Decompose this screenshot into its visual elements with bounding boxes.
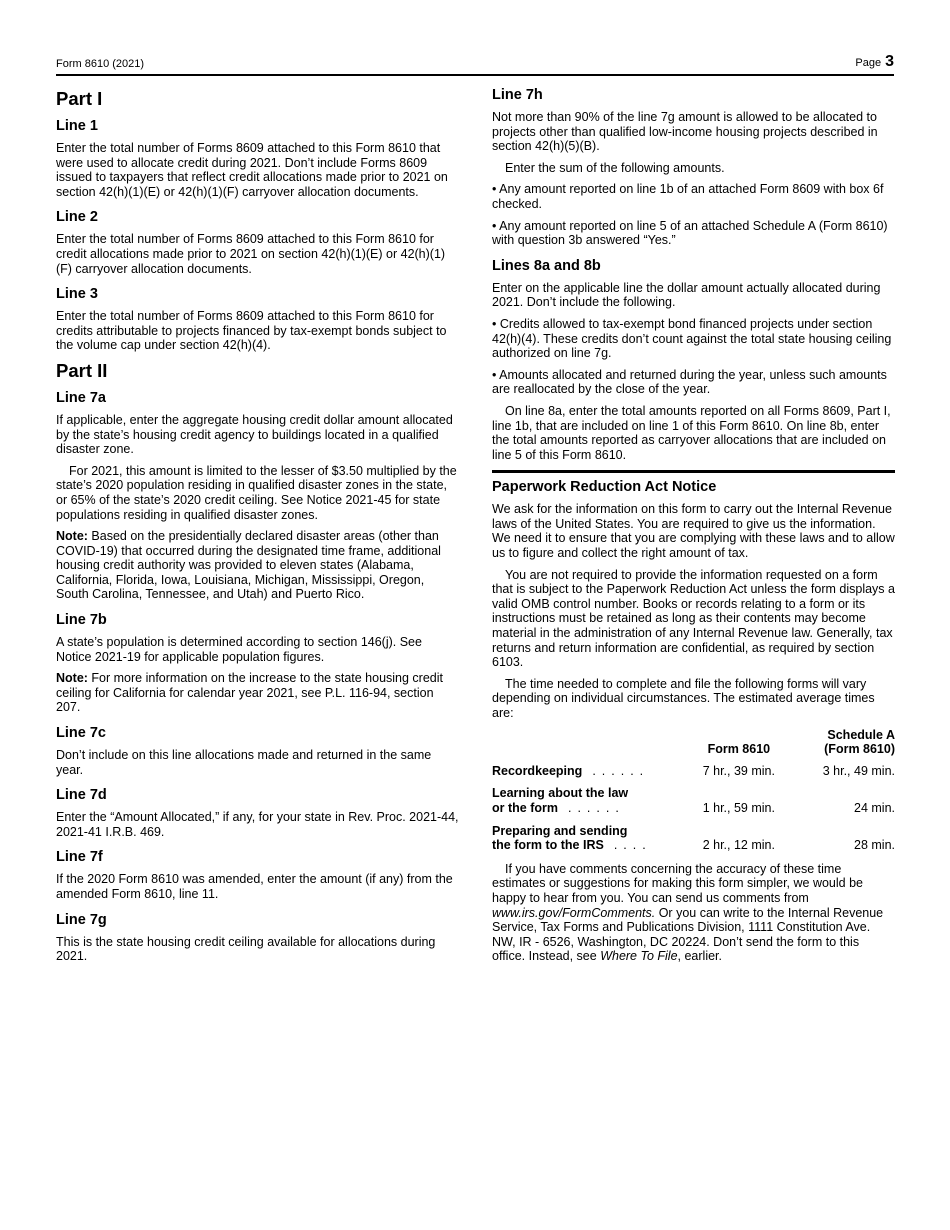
line7h-bullet-2: • Any amount reported on line 5 of an attached Schedule A (Form 8610) with question 3b answered “Yes.”: [492, 218, 888, 248]
line7b-paragraph-1: A state’s population is determined according to section 146(j). See Notice 2021-19 for applicable population figures.: [56, 635, 422, 664]
schedule-a-line1: Schedule A: [827, 727, 895, 742]
line2-heading: Line 2: [56, 209, 98, 226]
row-label: [492, 821, 683, 858]
line7a-paragraph-2: For 2021, this amount is limited to the lesser of $3.50 multiplied by the state’s 2020 population residing in qualified disaster zones in the state, or 65% of the state’s 2020 credit ceiling. See Notice 2021-45 for state populations residing in qualified disaster zones.: [56, 463, 457, 522]
comments-text-c: , earlier.: [677, 949, 722, 964]
leader-dots: ......: [592, 763, 650, 778]
row-form8610-time: 2 hr., 12 min.: [702, 838, 775, 853]
line7d-heading: Line 7d: [56, 787, 107, 804]
page-number: 3: [885, 53, 894, 70]
row-label-text-2: the form to the IRS: [492, 838, 604, 853]
table-row: [492, 783, 895, 820]
line7b-note-text: For more information on the increase to the state housing credit ceiling for California for calendar year 2021, see P.L. 116-94, section 207.: [56, 671, 444, 715]
line7c-heading: Line 7c: [56, 725, 106, 742]
part2-heading: Part II: [56, 359, 108, 381]
irs-comments-link[interactable]: www.irs.gov/FormComments.: [492, 905, 656, 920]
line3-text: Enter the total number of Forms 8609 attached to this Form 8610 for credits attributable to projects financed by tax-exempt bonds subject to the volume cap under section 42(h)(4).: [56, 309, 447, 353]
line7f-text: If the 2020 Form 8610 was amended, enter the amount (if any) from the amended Form 8610, line 11.: [56, 872, 453, 901]
row-label: [492, 761, 683, 784]
line7a-note-text: Based on the presidentially declared disaster areas (other than COVID-19) that occurred during the designated time frame, additional housing credit authority was provided to eleven states (Alabama, California, Florida, Iowa, Louisiana, Michigan, Mississippi, Oregon, South Carolina, Tennessee, and Utah) and Puerto Rico.: [56, 529, 441, 602]
line7h-heading: Line 7h: [492, 87, 543, 103]
line8-paragraph-1: Enter on the applicable line the dollar amount actually allocated during 2021. Don’t include the following.: [492, 280, 881, 310]
line7h-bullet-1: • Any amount reported on line 1b of an attached Form 8609 with box 6f checked.: [492, 182, 884, 211]
part1-heading: Part I: [56, 88, 103, 109]
row-form8610-time: 1 hr., 59 min.: [702, 800, 775, 815]
row-label-text-2: or the form: [492, 800, 558, 815]
page-label-text: Page: [855, 57, 882, 69]
leader-dots: ....: [613, 838, 652, 853]
right-column: [492, 84, 895, 971]
row-label-text: Learning about the law: [492, 786, 629, 801]
leader-dots: ......: [567, 800, 625, 815]
page-label: [855, 53, 894, 71]
line7a-heading: Line 7a: [56, 389, 106, 406]
line8-paragraph-2: On line 8a, enter the total amounts reported on all Forms 8609, Part I, line 1b, that are included on line 1 of this Form 8610. On line 8b, enter the total amounts reported as carryover allocations that are included on line 5 of this Form 8610.: [492, 403, 891, 462]
table-header-schedule-a: [794, 728, 895, 761]
row-label: [492, 783, 683, 820]
table-header-row: [492, 728, 895, 761]
comments-text-a: If you have comments concerning the accuracy of these time estimates or suggestions for making this form simpler, we would be happy to hear from you. You can send us comments from: [492, 861, 863, 905]
comments-text-b: Or you can write to the Internal Revenue Service, Tax Forms and Publications Division, 1111 Constitution Ave. NW, IR - 6526, Washington, DC 20224. Don’t send the form to this office. Instead, see: [492, 905, 884, 964]
line8-heading: Lines 8a and 8b: [492, 257, 601, 274]
row-form8610-time: 7 hr., 39 min.: [702, 763, 775, 778]
line1-text: Enter the total number of Forms 8609 attached to this Form 8610 that were used to allocate credit during 2021. Don’t include Forms 8609 issued to taxpayers that reflect credit allocations made prior to 2021 on section 42(h)(1)(E) or 42(h)(1)(F) carryover allocation documents.: [56, 141, 448, 199]
note-label: Note:: [56, 529, 88, 544]
line7g-text: This is the state housing credit ceiling available for allocations during 2021.: [56, 934, 436, 964]
paperwork-heading: Paperwork Reduction Act Notice: [492, 479, 717, 496]
line7h-paragraph-1: Not more than 90% of the line 7g amount is allowed to be allocated to projects other than qualified low-income housing projects described in section 42(h)(5)(B).: [492, 110, 878, 154]
schedule-a-line2: (Form 8610): [824, 742, 895, 757]
line7b-note: [56, 671, 460, 715]
line3-heading: Line 3: [56, 286, 98, 303]
row-label-text: Recordkeeping: [492, 763, 583, 778]
table-row: [492, 821, 895, 858]
line7h-paragraph-2: Enter the sum of the following amounts.: [505, 160, 725, 175]
page-header: [56, 54, 894, 76]
where-to-file-reference: Where To File: [600, 949, 678, 964]
row-schedule-a-time: 28 min.: [854, 838, 895, 853]
line7a-paragraph-1: If applicable, enter the aggregate housing credit dollar amount allocated by the state’s housing credit agency to buildings located in a qualified disaster zone.: [56, 412, 453, 457]
line7b-heading: Line 7b: [56, 612, 107, 629]
paperwork-paragraph-4: [492, 862, 895, 964]
line7c-text: Don’t include on this line allocations made and returned in the same year.: [56, 748, 432, 777]
row-label-text: Preparing and sending: [492, 823, 628, 838]
line8-bullet-1: • Credits allowed to tax-exempt bond financed projects under section 42(h)(4). These credits don’t count against the total state housing ceiling authorized on line 7g.: [492, 316, 892, 361]
section-divider: [492, 470, 895, 473]
paperwork-paragraph-2: You are not required to provide the information requested on a form that is subject to the Paperwork Reduction Act unless the form displays a valid OMB control number. Books or records relating to a form or its instructions must be retained as long as their contents may become material in the administration of any Internal Revenue law. Generally, tax returns and return information are confidential, as required by section 6103.: [492, 567, 895, 670]
line7d-text: Enter the “Amount Allocated,” if any, for your state in Rev. Proc. 2021-44, 2021-41 I.R.B. 469.: [56, 810, 459, 839]
line7a-note: [56, 529, 460, 602]
line8-bullet-2: • Amounts allocated and returned during the year, unless such amounts are reallocated by the close of the year.: [492, 367, 887, 397]
paperwork-paragraph-1: We ask for the information on this form to carry out the Internal Revenue laws of the United States. You are required to give us the information. We need it to ensure that you are complying with these laws and to allow us to figure and collect the right amount of tax.: [492, 502, 895, 561]
line7f-heading: Line 7f: [56, 849, 103, 866]
paperwork-paragraph-3: The time needed to complete and file the following forms will vary depending on individual circumstances. The estimated average times are:: [492, 676, 875, 720]
table-header-form8610: Form 8610: [707, 742, 771, 757]
table-row: [492, 761, 895, 784]
line7g-heading: Line 7g: [56, 911, 107, 928]
form-id: Form 8610 (2021): [56, 58, 145, 70]
row-schedule-a-time: 3 hr., 49 min.: [822, 763, 895, 778]
note-label: Note:: [56, 671, 88, 686]
left-column: [56, 84, 460, 971]
line2-text: Enter the total number of Forms 8609 attached to this Form 8610 for credit allocations made prior to 2021 on section 42(h)(1)(E) or 42(h)(1)(F) carryover allocation documents.: [56, 232, 446, 276]
time-estimates-table: [492, 728, 895, 858]
table-header-blank: [492, 728, 683, 761]
row-schedule-a-time: 24 min.: [854, 800, 895, 815]
line1-heading: Line 1: [56, 118, 98, 134]
